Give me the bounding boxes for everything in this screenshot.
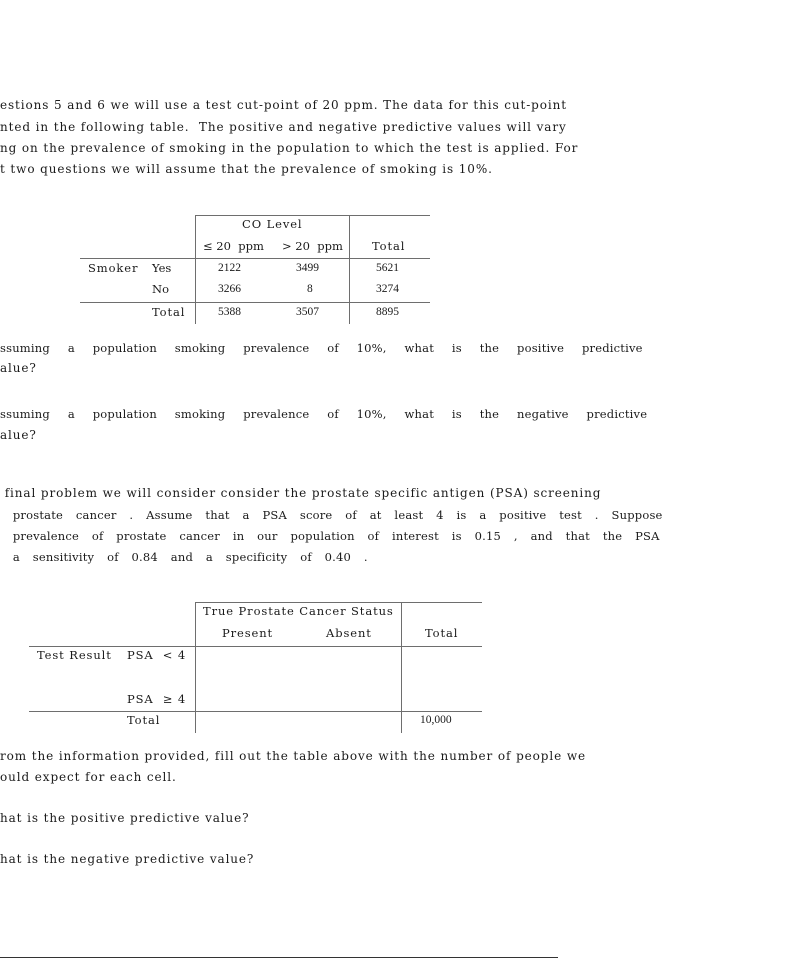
- q5-line-2: alue?: [0, 361, 37, 375]
- intro-line-2: nted in the following table. The positive and negative predictive values will vary: [0, 120, 567, 134]
- psa-intro-line-3: prevalence of prostate cancer in our population of interest is 0.15 , and that the PSA: [0, 529, 660, 543]
- smoker-no-label: No: [152, 282, 169, 296]
- psa-status-header: True Prostate Cancer Status: [203, 604, 394, 618]
- smoker-yes-label: Yes: [152, 261, 172, 275]
- co-level-header: CO Level: [242, 217, 303, 231]
- co-col-high: > 20 ppm: [282, 239, 343, 253]
- q9-text: hat is the negative predictive value?: [0, 852, 255, 866]
- psa-row-less-4: PSA < 4: [127, 648, 187, 662]
- smoker-yes-high: 3499: [296, 262, 319, 274]
- intro-line-1: estions 5 and 6 we will use a test cut-point of 20 ppm. The data for this cut-point: [0, 98, 567, 112]
- smoker-total-label: Total: [152, 305, 186, 319]
- co-col-total: Total: [372, 239, 406, 253]
- psa-row-total: Total: [127, 713, 161, 727]
- q6-line-2: alue?: [0, 428, 37, 442]
- psa-grand-total: 10,000: [420, 714, 452, 726]
- psa-intro-line-1: final problem we will consider consider the prostate specific antigen (PSA) screening: [0, 486, 602, 500]
- smoker-row-label: Smoker: [88, 261, 139, 275]
- smoker-total-low: 5388: [218, 306, 241, 318]
- intro-line-3: ng on the prevalence of smoking in the population to which the test is applied. For: [0, 141, 579, 155]
- q6-line-1: ssuming a population smoking prevalence of 10%, what is the negative predictive: [0, 407, 648, 421]
- psa-col-present: Present: [222, 626, 274, 640]
- co-col-low: ≤ 20 ppm: [203, 239, 264, 253]
- smoker-no-total: 3274: [376, 283, 399, 295]
- smoker-total-total: 8895: [376, 306, 399, 318]
- psa-row-geq-4: PSA ≥ 4: [127, 692, 187, 706]
- intro-line-4: t two questions we will assume that the prevalence of smoking is 10%.: [0, 162, 493, 176]
- psa-row-label: Test Result: [37, 648, 112, 662]
- psa-intro-line-4: a sensitivity of 0.84 and a specificity of 0.40 .: [0, 550, 368, 564]
- q8-text: hat is the positive predictive value?: [0, 811, 250, 825]
- smoker-no-low: 3266: [218, 283, 241, 295]
- q7-line-2: ould expect for each cell.: [0, 770, 177, 784]
- smoker-no-high: 8: [307, 283, 313, 295]
- smoker-total-high: 3507: [296, 306, 319, 318]
- smoker-yes-total: 5621: [376, 262, 399, 274]
- q7-line-1: rom the information provided, fill out the table above with the number of people we: [0, 749, 587, 763]
- footer-rule: [0, 957, 558, 958]
- q5-line-1: ssuming a population smoking prevalence of 10%, what is the positive predictive: [0, 341, 643, 355]
- smoker-yes-low: 2122: [218, 262, 241, 274]
- psa-intro-line-2: prostate cancer . Assume that a PSA score of at least 4 is a positive test . Suppose: [0, 508, 663, 522]
- psa-col-total: Total: [425, 626, 459, 640]
- psa-col-absent: Absent: [326, 626, 372, 640]
